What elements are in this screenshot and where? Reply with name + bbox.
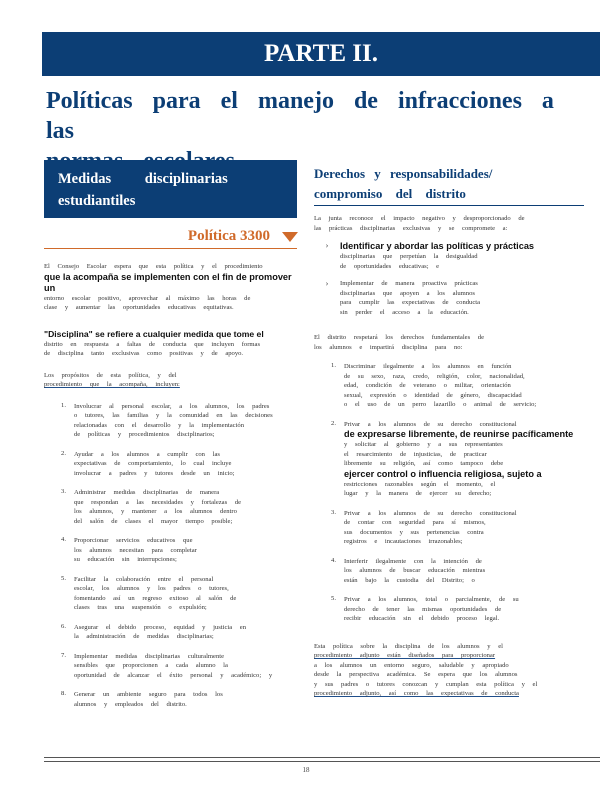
page-title-line-1: Políticas para el manejo de infracciones a las — [46, 88, 554, 144]
rights-divider — [314, 205, 584, 206]
bullet-item — [314, 241, 586, 271]
list-item-text — [344, 362, 536, 410]
text-line: distrito en respuesta a faltas de conducta que incluyen formas — [44, 340, 261, 348]
list-item — [44, 536, 294, 565]
text-line: El distrito respetará los derechos fundamentales de — [314, 334, 485, 341]
list-item — [314, 362, 586, 410]
text-line: para cumplir las expectativas de conducta — [340, 299, 481, 306]
list-item — [44, 690, 294, 709]
text-line: a los alumnos un entorno seguro, saludable y apropiado — [314, 661, 509, 669]
text-line: Identificar y abordar las políticas y prácticas — [340, 241, 535, 251]
commitments-list — [314, 241, 586, 317]
list-item-number: 6. — [61, 622, 66, 630]
list-item-text — [344, 509, 517, 547]
text-line: ejercer control o influencia religiosa, sujeto a — [344, 468, 542, 479]
text-line: restricciones razonables según el momento, el — [344, 480, 496, 488]
text-line: de contar con seguridad para sí mismos, — [344, 519, 486, 526]
list-item-number: 2. — [331, 419, 336, 427]
list-item-text — [74, 690, 223, 709]
bullet-item — [314, 279, 586, 317]
list-item-text — [344, 420, 573, 499]
text-line: entorno escolar positivo, aprovechar al máximo las horas de — [44, 294, 251, 302]
rights-heading-line-2: compromiso del distrito — [314, 186, 466, 201]
text-line: de oportunidades educativas; e — [340, 262, 440, 270]
text-line: o el uso de un perro lazarillo o animal de servicio; — [344, 401, 537, 408]
text-line: de expresarse libremente, de reunirse pacíficamente — [344, 429, 574, 439]
text-line: los alumnos necesitan para completar — [74, 546, 197, 554]
bullet-icon: › — [325, 241, 329, 250]
list-item-number: 7. — [61, 651, 66, 659]
text-line: desde la perspectiva académica. Se espera que los alumnos — [314, 671, 518, 678]
footer-rule — [44, 761, 600, 762]
list-item-text — [74, 623, 246, 642]
footer-rule — [44, 757, 600, 758]
text-line: Privar a los alumnos de su derecho constitucional — [344, 420, 517, 428]
part-title: PARTE II. — [264, 40, 378, 67]
purposes-list — [44, 402, 294, 710]
procedure-link[interactable]: procedimiento que la acompaña, incluyen: — [44, 381, 180, 388]
text-line: sensibles que proporcionen a cada alumno la — [74, 662, 228, 669]
list-item — [44, 450, 294, 479]
text-line: Generar un ambiente seguro para todos los — [74, 691, 223, 698]
list-item-number: 3. — [331, 508, 336, 516]
text-line: escolar, los alumnos y los padres o tutores, — [74, 585, 229, 592]
text-line: La junta reconoce el impacto negativo y desproporcionado de — [314, 215, 525, 222]
text-line: Facilitar la colaboración entre el personal — [74, 575, 214, 583]
text-line: alumnos y empleados del distrito. — [74, 700, 187, 708]
list-item-number: 1. — [61, 401, 66, 409]
paragraph-intro-rest — [44, 294, 294, 313]
text-line: o tutores, las familias y la comunidad en las decisiones — [74, 412, 273, 419]
bullet-icon: › — [325, 279, 329, 288]
list-item — [44, 623, 294, 642]
rights-heading-line-1: Derechos y responsabilidades/ — [314, 166, 493, 181]
text-line: y solicitar al gobierno y a sus representantes — [344, 441, 503, 448]
text-line: que respondan a las necesidades y fortalezas de — [74, 498, 242, 506]
text-line: de disciplina tanto exclusivas como positivas y de apoyo. — [44, 350, 244, 357]
text-line: sexual, expresión o identidad de género, discapacidad — [344, 391, 522, 399]
text-line: de políticas y procedimientos disciplinarios; — [74, 431, 215, 438]
text-line: las prácticas disciplinarias exclusivas y se compromete a: — [314, 224, 508, 232]
text-line: Privar a los alumnos, total o parcialmente, de su — [344, 596, 519, 603]
list-item-number: 5. — [61, 574, 66, 582]
text-line: el resarcimiento de injusticias, de practicar — [344, 450, 487, 458]
text-line: edad, condición de veterano o militar, orientación — [344, 382, 511, 389]
text-line: relacionadas con el desarrollo y la implementación — [74, 421, 245, 429]
list-item-text — [344, 595, 519, 624]
text-line: "Disciplina" se refiere a cualquier medida que tome el — [44, 328, 264, 339]
paragraph-purposes — [44, 371, 294, 390]
text-line: Esta política sobre la disciplina de los alumnos y el — [314, 642, 503, 650]
list-item-text — [74, 536, 197, 565]
text-line: están bajo la custodia del Distrito; o — [344, 576, 475, 584]
list-item — [314, 557, 586, 586]
list-item-text — [74, 575, 236, 613]
paragraph-intro — [44, 262, 294, 272]
text-line: Privar a los alumnos de su derecho constitucional — [344, 509, 517, 517]
text-line: libremente su religión, así como tampoco debe — [344, 460, 504, 467]
list-item — [44, 575, 294, 613]
text-line: Implementar de manera proactiva prácticas — [340, 280, 478, 287]
text-line: de su sexo, raza, credo, religión, color, nacionalidad, — [344, 372, 525, 380]
text-line: lugar y la manera de ejercer su derecho; — [344, 490, 492, 497]
list-item-text — [74, 450, 234, 479]
text-line: Proporcionar servicios educativos que — [74, 537, 193, 544]
list-item — [314, 420, 586, 499]
text-line: El Consejo Escolar espera que esta política y el procedimiento — [44, 263, 263, 270]
list-item — [44, 488, 294, 526]
section-heading-line-1: Medidas disciplinarias — [58, 171, 228, 187]
text-line: clases tras una suspensión o expulsión; — [74, 604, 207, 611]
list-item — [314, 595, 586, 624]
paragraph-district — [314, 333, 586, 352]
text-line: los alumnos de buscar educación mientras — [344, 567, 486, 574]
list-item-number: 4. — [331, 556, 336, 564]
text-line: Los propósitos de esta política, y del — [44, 371, 177, 379]
list-item — [44, 402, 294, 440]
text-line: disciplinarias que perpetúan la desigualdad — [340, 253, 478, 260]
text-line: los alumnos e impartirá disciplina para no: — [314, 343, 463, 351]
text-line: recibir educación sin el debido proceso legal. — [344, 615, 500, 622]
text-line: los alumnos, y mantener a los alumnos dentro — [74, 508, 237, 515]
text-line: Implementar medidas disciplinarias culturalmente — [74, 652, 225, 660]
page-number: 18 — [302, 766, 310, 774]
paragraph-definition — [44, 340, 294, 359]
list-item-number: 5. — [331, 595, 336, 602]
text-line: oportunidad de alcanzar el éxito personal y académico; y — [74, 671, 273, 679]
text-line: Interferir ilegalmente con la intención de — [344, 557, 482, 565]
rights-heading — [314, 164, 584, 204]
text-line: fomentando así un regreso exitoso al salón de — [74, 594, 237, 602]
list-item — [314, 509, 586, 547]
bullet-text — [340, 279, 480, 317]
bullet-text — [340, 241, 534, 271]
text-line: sus documentos y sus pertenencias contra — [344, 528, 484, 536]
policy-title: Política 3300 — [187, 228, 270, 244]
list-item-number: 8. — [61, 690, 66, 697]
text-line: la administración de medidas disciplinarias; — [74, 633, 214, 640]
rights-list — [314, 362, 586, 624]
list-item-text — [74, 402, 273, 440]
procedure-link[interactable]: procedimiento adjunto, así como las expectativas de conducta — [314, 690, 519, 697]
triangle-down-icon — [282, 232, 298, 242]
paragraph-policy — [314, 642, 586, 699]
text-line: Asegurar el debido proceso, equidad y justicia en — [74, 623, 247, 631]
procedure-link[interactable]: procedimiento adjunto están diseñados para proporcionar — [314, 652, 496, 659]
list-item-text — [344, 557, 485, 586]
text-line: sin perder el acceso a la educación. — [340, 308, 469, 316]
list-item-number: 2. — [61, 449, 66, 457]
list-item-text — [74, 488, 241, 526]
right-column — [314, 214, 586, 699]
text-line: y sus padres o tutores conozcan y cumplan esta política y el — [314, 680, 538, 688]
text-line: Involucrar al personal escolar, a los alumnos, los padres — [74, 402, 270, 410]
text-line: que la acompaña se implementen con el fin de promover un — [44, 271, 292, 293]
section-heading — [58, 168, 288, 212]
paragraph-board — [314, 214, 586, 233]
policy-divider — [44, 248, 297, 249]
list-item-number: 4. — [61, 536, 66, 543]
left-column — [44, 262, 294, 719]
text-line: del salón de clases el mayor tiempo posible; — [74, 517, 233, 525]
text-line: clase y aumentar las oportunidades educativas equitativas. — [44, 304, 234, 311]
text-line: expectativas de comportamiento, lo cual incluye — [74, 460, 232, 467]
list-item-number: 3. — [61, 488, 66, 495]
text-line: su educación sin interrupciones; — [74, 556, 177, 563]
text-line: involucrar a padres y tutores desde un inicio; — [74, 469, 235, 477]
section-heading-line-2: estudiantiles — [58, 193, 136, 209]
text-line: registros e incautaciones irrazonables; — [344, 538, 463, 545]
list-item — [44, 652, 294, 681]
text-line: disciplinarias que apoyen a los alumnos — [340, 289, 475, 297]
text-line: Administrar medidas disciplinarias de manera — [74, 489, 220, 496]
list-item-number: 1. — [331, 362, 336, 369]
text-line: Ayudar a los alumnos a cumplir con las — [74, 450, 220, 458]
text-line: derecho de tener las mismas oportunidades de — [344, 605, 502, 613]
list-item-text — [74, 652, 272, 681]
text-line: Discriminar ilegalmente a los alumnos en función — [344, 363, 512, 370]
